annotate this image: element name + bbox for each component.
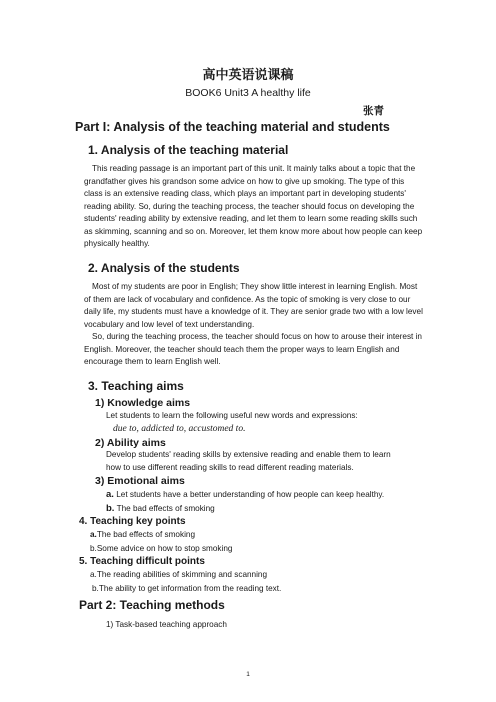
key-point-a (90, 530, 195, 539)
emotional-aim-a-label: a. (106, 489, 114, 500)
section4-heading: 4. Teaching key points (79, 516, 186, 527)
difficult-point-a: a.The reading abilities of skimming and scanning (90, 570, 268, 579)
section2-paragraph-1: Most of my students are poor in English; They show little interest in learning English. Most of them are lack of vocabulary and confidence. As the topic of smoking is very close to our daily life, my students must have a knowledge of it. They are senior grade two with a low level vocabulary and low level of text understanding. (84, 282, 423, 329)
knowledge-aims-words: due to, addicted to, accustomed to. (113, 424, 246, 434)
section1-heading: 1. Analysis of the teaching material (88, 143, 289, 157)
key-point-a-text: The bad effects of smoking (96, 530, 195, 539)
key-point-b: b.Some advice on how to stop smoking (90, 544, 233, 553)
document-subtitle: BOOK6 Unit3 A healthy life (185, 87, 311, 99)
document-title: 高中英语说课稿 (202, 67, 294, 82)
section2-paragraph-2: So, during the teaching process, the teacher should focus on how to arouse their interest in English. Moreover, the teacher should teach them the proper ways to learn English and encourage them to learn English well. (84, 332, 422, 366)
knowledge-aims-text: Let students to learn the following useful new words and expressions: (106, 411, 358, 420)
section1-paragraph: This reading passage is an important part of this unit. It mainly talks about a topic that the grandfather gives his grandson some advice on how to give up smoking. The type of this class is an extensive reading class, which plays an important part in developing students' reading ability. So, during the teaching process, the teacher should focus on developing the students' reading ability by extensive reading, and let them to learn some reading skills such as skimming, scanning and so on. Moreover, let them know more about how people can keep physically healthy. (84, 164, 423, 248)
key-point-a-label: a. (90, 530, 97, 539)
section2-heading: 2. Analysis of the students (88, 261, 240, 275)
difficult-point-b: b.The ability to get information from the reading text. (92, 584, 282, 593)
knowledge-aims-heading: 1) Knowledge aims (95, 397, 191, 409)
ability-aims-text: Develop students' reading skills by extensive reading and enable them to learn how to use different reading skills to read different reading materials. (106, 450, 391, 472)
method-1: 1) Task-based teaching approach (106, 620, 227, 629)
emotional-aim-a (106, 489, 384, 500)
emotional-aims-heading: 3) Emotional aims (95, 475, 185, 487)
ability-aims-heading: 2) Ability aims (95, 437, 166, 449)
part2-heading: Part 2: Teaching methods (79, 598, 225, 612)
emotional-aim-b (106, 503, 215, 514)
part1-heading: Part I: Analysis of the teaching material and students (75, 120, 390, 134)
section5-heading: 5. Teaching difficult points (79, 556, 205, 567)
emotional-aim-b-text: The bad effects of smoking (114, 504, 215, 513)
page-number: 1 (246, 671, 250, 678)
author-name: 张青 (363, 105, 384, 117)
emotional-aim-b-label: b. (106, 503, 115, 514)
section3-heading: 3. Teaching aims (88, 379, 184, 393)
emotional-aim-a-text: Let students have a better understanding of how people can keep healthy. (113, 490, 385, 499)
